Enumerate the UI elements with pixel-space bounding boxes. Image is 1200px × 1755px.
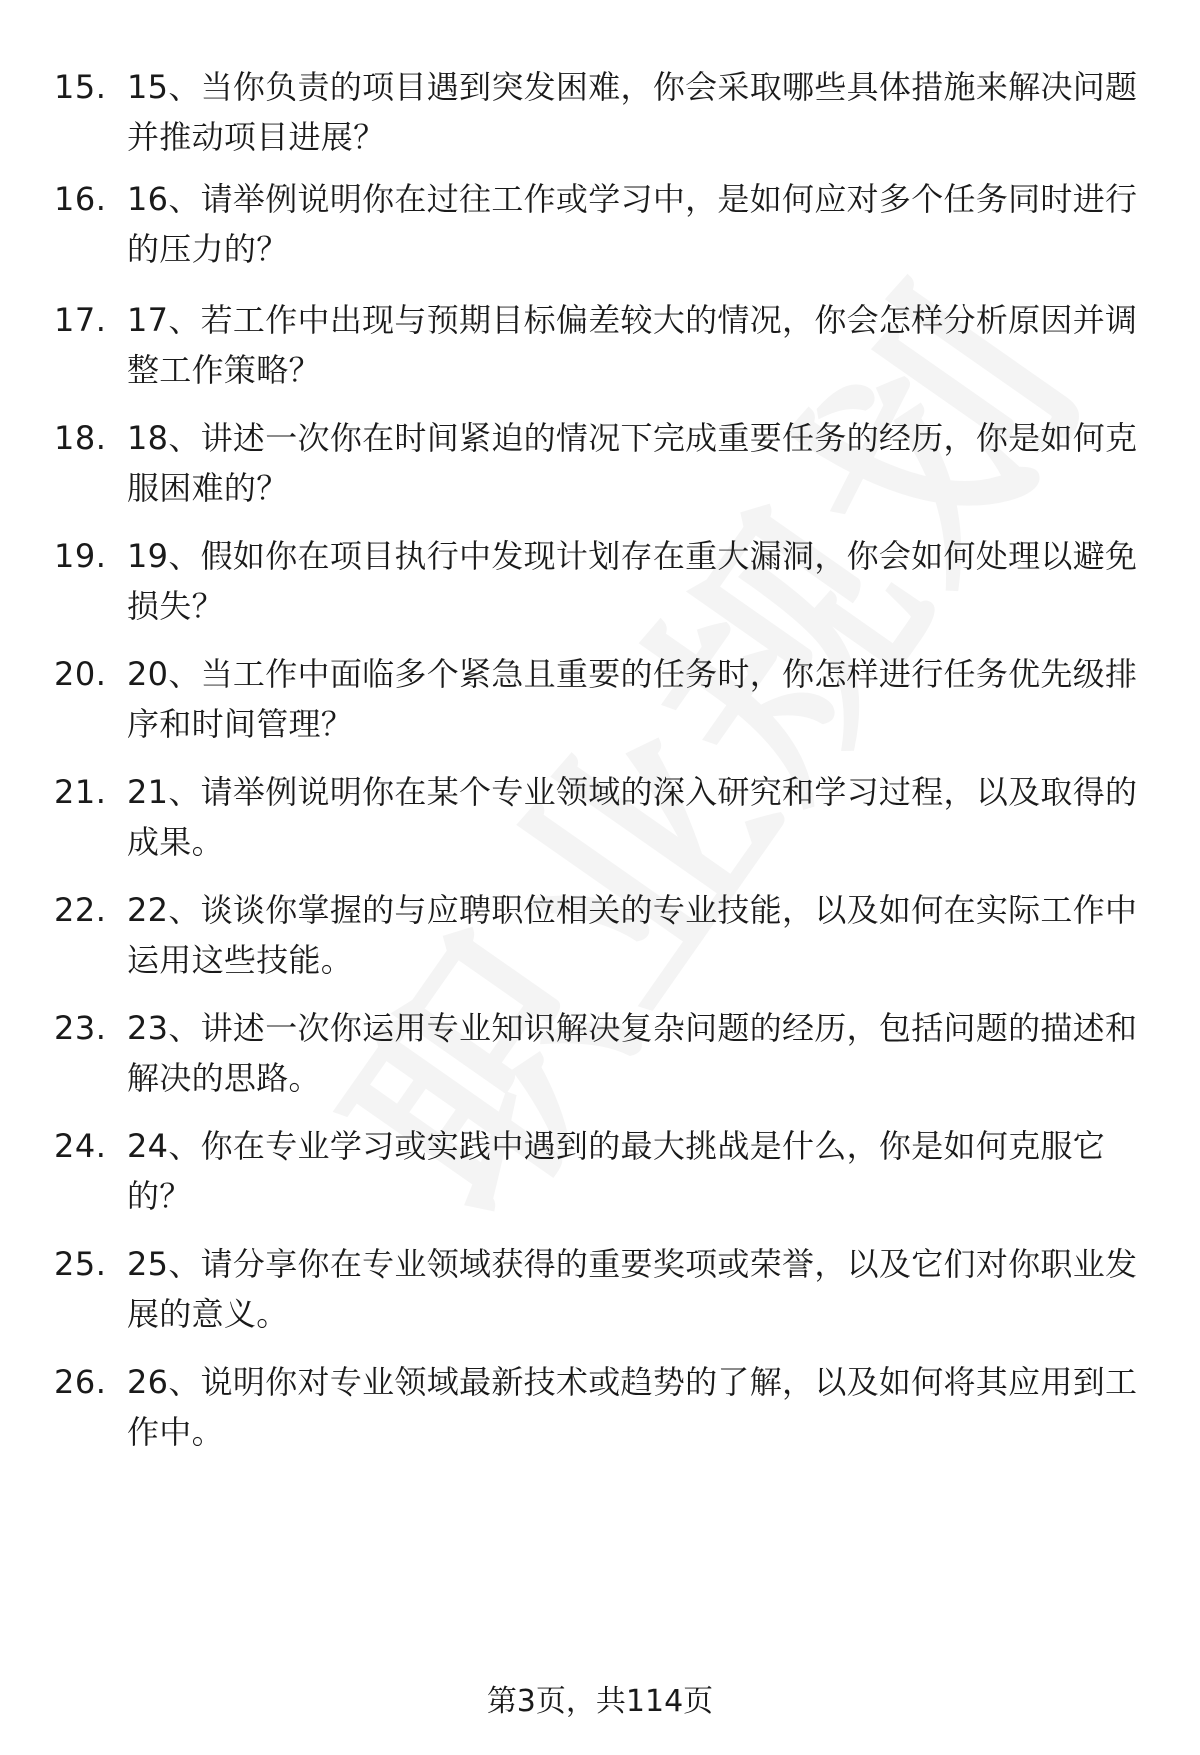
question-number: 17. xyxy=(54,301,107,339)
question-number: 15. xyxy=(54,68,107,106)
question-number: 22. xyxy=(54,891,107,929)
question-item xyxy=(0,531,1200,641)
question-text: 22、谈谈你掌握的与应聘职位相关的专业技能，以及如何在实际工作中运用这些技能。 xyxy=(127,891,1138,979)
question-text: 18、讲述一次你在时间紧迫的情况下完成重要任务的经历，你是如何克服困难的？ xyxy=(127,419,1138,507)
question-item xyxy=(0,1121,1200,1231)
question-number: 23. xyxy=(54,1009,107,1047)
question-item xyxy=(0,649,1200,759)
question-item xyxy=(0,1357,1200,1467)
question-number: 19. xyxy=(54,537,107,575)
question-item xyxy=(0,1003,1200,1113)
page-footer: 第3页，共114页 xyxy=(486,1684,714,1719)
question-text: 26、说明你对专业领域最新技术或趋势的了解，以及如何将其应用到工作中。 xyxy=(127,1363,1138,1451)
question-text: 20、当工作中面临多个紧急且重要的任务时，你怎样进行任务优先级排序和时间管理？ xyxy=(127,655,1138,743)
question-text: 24、你在专业学习或实践中遇到的最大挑战是什么，你是如何克服它的？ xyxy=(127,1127,1106,1215)
question-item xyxy=(0,1239,1200,1349)
question-item xyxy=(0,174,1200,284)
question-item xyxy=(0,413,1200,523)
question-number: 24. xyxy=(54,1127,107,1165)
question-text: 25、请分享你在专业领域获得的重要奖项或荣誉，以及它们对你职业发展的意义。 xyxy=(127,1245,1138,1333)
question-text: 23、讲述一次你运用专业知识解决复杂问题的经历，包括问题的描述和解决的思路。 xyxy=(127,1009,1138,1097)
question-text: 16、请举例说明你在过往工作或学习中，是如何应对多个任务同时进行的压力的？ xyxy=(127,180,1138,268)
question-number: 26. xyxy=(54,1363,107,1401)
question-text: 19、假如你在项目执行中发现计划存在重大漏洞，你会如何处理以避免损失？ xyxy=(127,537,1138,625)
question-number: 21. xyxy=(54,773,107,811)
question-number: 25. xyxy=(54,1245,107,1283)
question-number: 16. xyxy=(54,180,107,218)
question-item xyxy=(0,62,1200,172)
question-item xyxy=(0,767,1200,877)
question-number: 20. xyxy=(54,655,107,693)
question-text: 21、请举例说明你在某个专业领域的深入研究和学习过程，以及取得的成果。 xyxy=(127,773,1138,861)
question-item xyxy=(0,885,1200,995)
question-item xyxy=(0,295,1200,405)
question-text: 15、当你负责的项目遇到突发困难，你会采取哪些具体措施来解决问题并推动项目进展？ xyxy=(127,68,1138,156)
question-text: 17、若工作中出现与预期目标偏差较大的情况，你会怎样分析原因并调整工作策略？ xyxy=(127,301,1138,389)
question-number: 18. xyxy=(54,419,107,457)
